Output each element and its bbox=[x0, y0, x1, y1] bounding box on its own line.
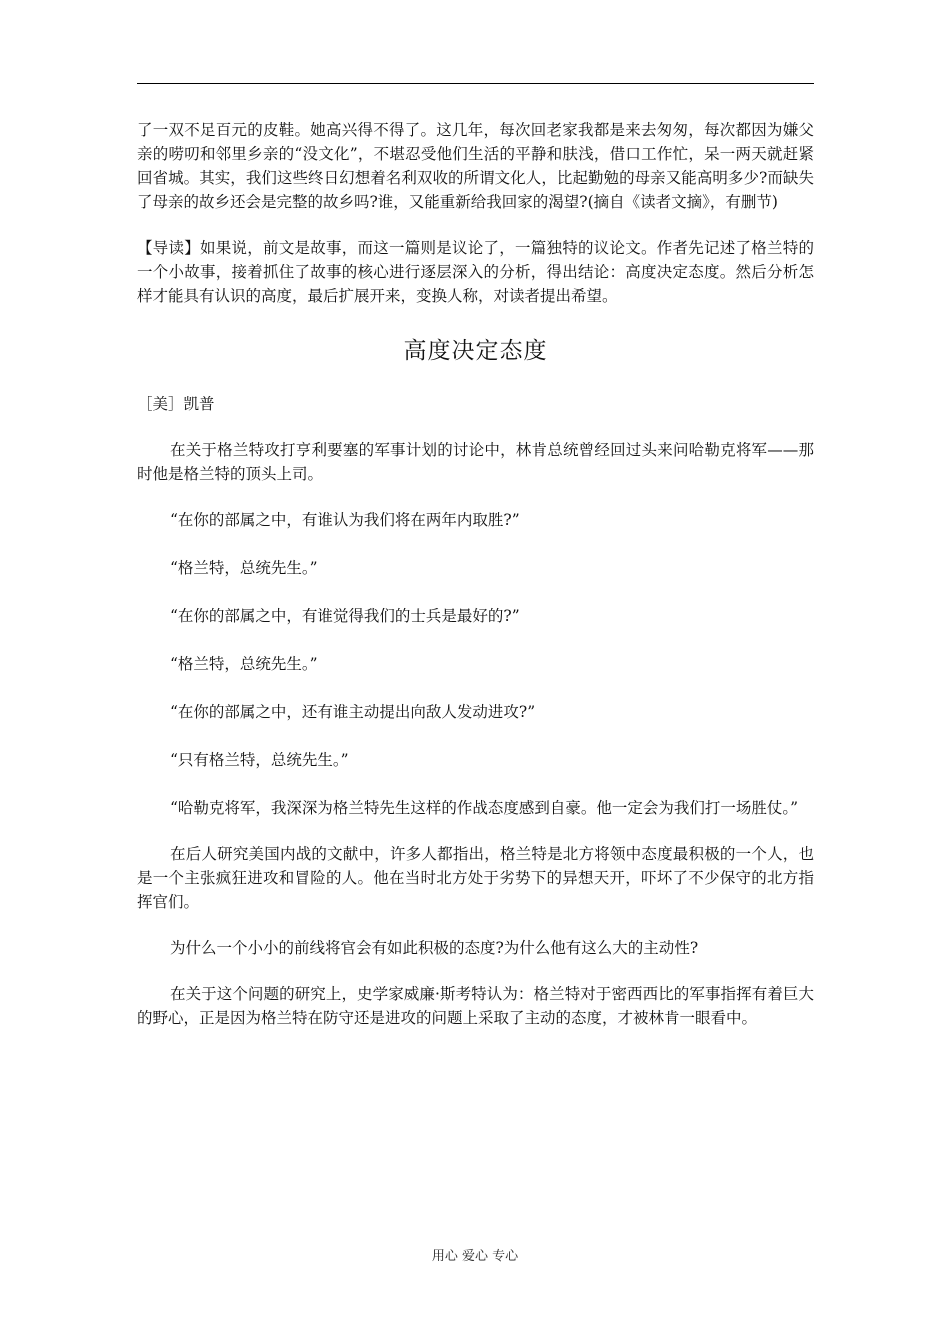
article-intro-paragraph: 在关于格兰特攻打亨利要塞的军事计划的讨论中，林肯总统曾经回过头来问哈勒克将军——那时他是格兰特的顶头上司。 bbox=[137, 441, 814, 483]
dialog-line: “哈勒克将军，我深深为格兰特先生这样的作战态度感到自豪。他一定会为我们打一场胜仗。” bbox=[170, 799, 799, 817]
article-author: ［美］凯普 bbox=[137, 395, 215, 413]
page-content bbox=[137, 118, 814, 1052]
dialog-line: “格兰特，总统先生。” bbox=[170, 559, 318, 577]
article-paragraph-1: 在后人研究美国内战的文献中，许多人都指出，格兰特是北方将领中态度最积极的一个人，也是一个主张疯狂进攻和冒险的人。他在当时北方处于劣势下的异想天开，吓坏了不少保守的北方指挥官们。 bbox=[137, 845, 814, 911]
article-paragraph-2: 为什么一个小小的前线将官会有如此积极的态度?为什么他有这么大的主动性? bbox=[170, 939, 699, 957]
page-footer: 用心 爱心 专心 bbox=[431, 1249, 519, 1264]
dialog-line: “在你的部属之中，有谁觉得我们的士兵是最好的?” bbox=[170, 607, 520, 625]
dialog-line: “只有格兰特，总统先生。” bbox=[170, 751, 349, 769]
dialog-line: “在你的部属之中，还有谁主动提出向敌人发动进攻?” bbox=[170, 703, 536, 721]
article-paragraph-3: 在关于这个问题的研究上，史学家威廉·斯考特认为：格兰特对于密西西比的军事指挥有着巨大的野心，正是因为格兰特在防守还是进攻的问题上采取了主动的态度，才被林肯一眼看中。 bbox=[137, 985, 814, 1027]
header-rule bbox=[137, 83, 814, 84]
dialog-line: “在你的部属之中，有谁认为我们将在两年内取胜?” bbox=[170, 511, 520, 529]
guide-paragraph: 【导读】如果说，前文是故事，而这一篇则是议论了，一篇独特的议论文。作者先记述了格兰特的一个小故事，接着抓住了故事的核心进行逐层深入的分析，得出结论：高度决定态度。然后分析怎样才能具有认识的高度，最后扩展开来，变换人称，对读者提出希望。 bbox=[137, 239, 814, 305]
dialog-line: “格兰特，总统先生。” bbox=[170, 655, 318, 673]
story-ending-paragraph: 了一双不足百元的皮鞋。她高兴得不得了。这几年，每次回老家我都是来去匆匆，每次都因为嫌父亲的唠叨和邻里乡亲的“没文化”，不堪忍受他们生活的平静和肤浅，借口工作忙，呆一两天就赶紧回省城。其实，我们这些终日幻想着名利双收的所谓文化人，比起勤勉的母亲又能高明多少?而缺失了母亲的故乡还会是完整的故乡吗?谁，又能重新给我回家的渴望?(摘自《读者文摘》，有删节) bbox=[137, 121, 814, 211]
article-title: 高度决定态度 bbox=[403, 338, 548, 364]
